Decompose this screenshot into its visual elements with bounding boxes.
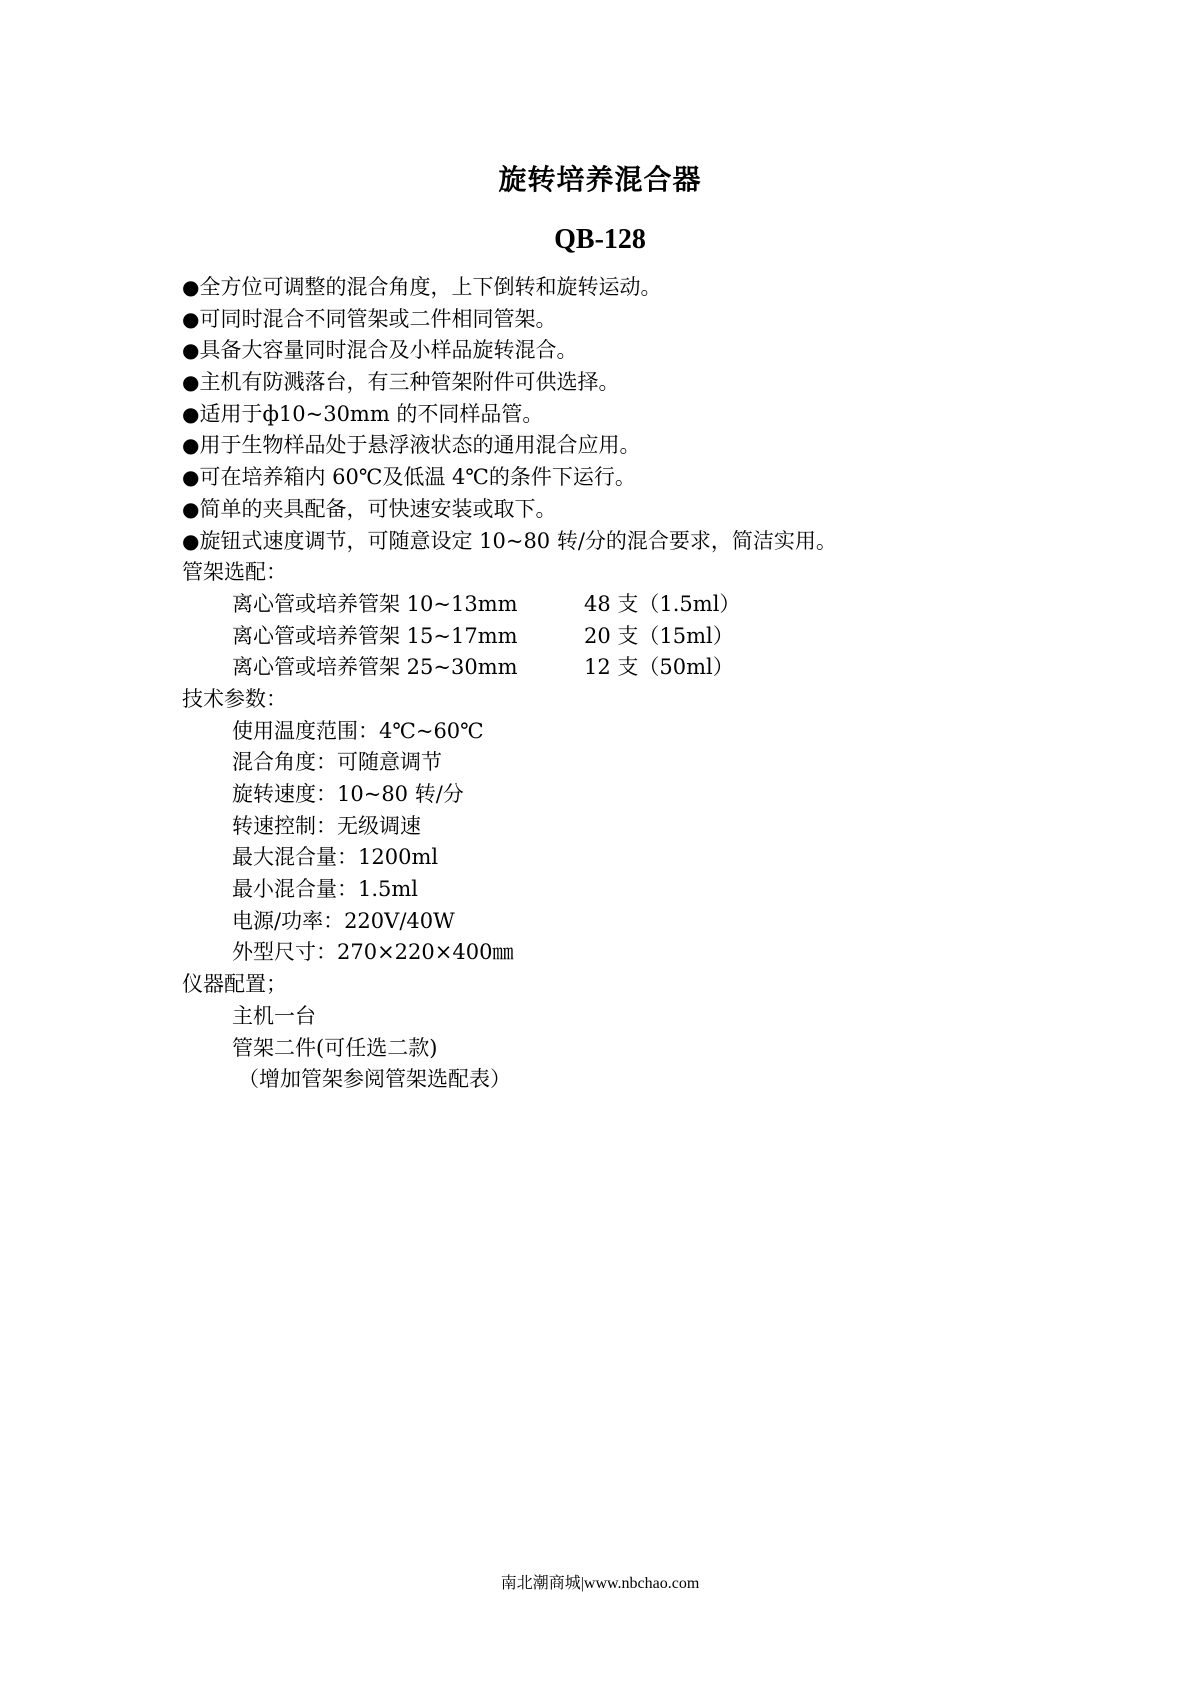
rack-name: 离心管或培养管架 15~17mm xyxy=(232,623,518,648)
rack-quantity: 12 支（50ml） xyxy=(584,655,734,680)
rack-row xyxy=(182,589,1142,621)
config-note: （增加管架参阅管架选配表） xyxy=(238,1067,511,1092)
rack-row xyxy=(182,621,1142,653)
bullet-icon: ● xyxy=(182,275,200,299)
config-section-heading: 仪器配置； xyxy=(182,972,287,997)
bullet-icon: ● xyxy=(182,338,200,363)
bullet-icon: ● xyxy=(182,528,200,553)
document-body xyxy=(182,272,1142,1096)
bullet-icon: ● xyxy=(182,401,200,426)
feature-item xyxy=(182,526,1142,558)
feature-text: 全方位可调整的混合角度，上下倒转和旋转运动。 xyxy=(199,275,662,299)
bullet-icon: ● xyxy=(182,433,200,458)
rack-quantity: 48 支（1.5ml） xyxy=(584,591,741,616)
feature-item xyxy=(182,430,1142,462)
document-title: 旋转培养混合器 xyxy=(498,163,702,196)
spec-item: 外型尺寸：270×220×400㎜ xyxy=(232,940,514,965)
feature-text: 适用于ф10~30mm 的不同样品管。 xyxy=(199,401,544,426)
spec-section-heading: 技术参数： xyxy=(182,686,287,711)
rack-row xyxy=(182,652,1142,684)
rack-quantity: 20 支（15ml） xyxy=(584,623,734,648)
feature-text: 旋钮式速度调节，可随意设定 10~80 转/分的混合要求，简洁实用。 xyxy=(199,528,837,553)
config-item: 管架二件(可任选二款) xyxy=(232,1035,438,1060)
feature-text: 具备大容量同时混合及小样品旋转混合。 xyxy=(199,338,578,363)
feature-text: 简单的夹具配备，可快速安装或取下。 xyxy=(199,496,557,521)
feature-item xyxy=(182,399,1142,431)
feature-item xyxy=(182,494,1142,526)
feature-text: 可在培养箱内 60℃及低温 4℃的条件下运行。 xyxy=(199,465,636,490)
spec-item: 最大混合量：1200ml xyxy=(232,845,439,870)
rack-list xyxy=(182,589,1142,684)
config-list xyxy=(182,1001,1142,1096)
spec-item: 混合角度：可随意调节 xyxy=(232,750,442,775)
bullet-icon: ● xyxy=(182,370,200,395)
rack-name: 离心管或培养管架 10~13mm xyxy=(232,591,518,616)
feature-item xyxy=(182,367,1142,399)
model-number: QB-128 xyxy=(554,224,646,255)
feature-item xyxy=(182,272,1142,304)
config-item: 主机一台 xyxy=(232,1003,316,1028)
spec-item: 电源/功率：220V/40W xyxy=(232,908,455,933)
feature-text: 可同时混合不同管架或二件相同管架。 xyxy=(199,306,557,331)
page-footer: 南北潮商城|www.nbchao.com xyxy=(500,1575,700,1592)
feature-text: 主机有防溅落台，有三种管架附件可供选择。 xyxy=(199,370,620,395)
rack-name: 离心管或培养管架 25~30mm xyxy=(232,655,518,680)
feature-item xyxy=(182,304,1142,336)
spec-item: 使用温度范围：4℃~60℃ xyxy=(232,718,484,743)
feature-text: 用于生物样品处于悬浮液状态的通用混合应用。 xyxy=(199,433,641,458)
feature-list xyxy=(182,272,1142,557)
feature-item xyxy=(182,462,1142,494)
spec-item: 转速控制：无级调速 xyxy=(232,813,421,838)
feature-item xyxy=(182,335,1142,367)
spec-list xyxy=(182,716,1142,970)
rack-section-heading: 管架选配： xyxy=(182,560,287,585)
spec-item: 最小混合量：1.5ml xyxy=(232,877,419,902)
bullet-icon: ● xyxy=(182,306,200,331)
bullet-icon: ● xyxy=(182,465,200,490)
bullet-icon: ● xyxy=(182,496,200,521)
spec-item: 旋转速度：10~80 转/分 xyxy=(232,782,464,806)
